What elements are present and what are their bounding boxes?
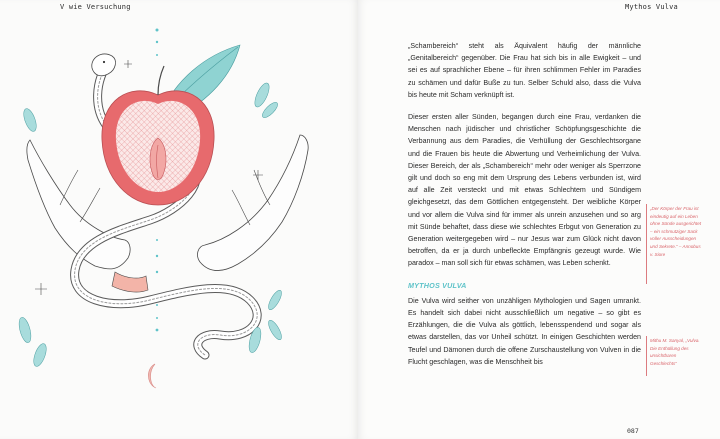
running-head-left: V wie Versuchung bbox=[60, 3, 131, 11]
body-text bbox=[408, 40, 641, 378]
margin-quote: „Der Körper der Frau ist eindeutig auf ein Leben ohne Sünde ausgerichtet – ein schmutziger Sack voller Ausscheidungen und Sekrete.“ – Annobus v. Siore bbox=[650, 206, 702, 257]
left-page bbox=[0, 0, 358, 439]
wrist-band-left bbox=[112, 272, 148, 292]
margin-rule-1 bbox=[646, 204, 647, 284]
apple-stem bbox=[158, 66, 164, 95]
running-head-right: Mythos Vulva bbox=[625, 3, 678, 11]
apple-serpent-illustration bbox=[0, 0, 358, 439]
right-hand-drawing bbox=[198, 135, 309, 271]
paragraph-1: „Schambereich“ steht als Äquivalent häufig der männliche „Genitalbereich“ gegenüber. Die Frau hat sich bis in alle Ewigkeit – und sei es auf sprachlicher Ebene – für ihren schlimmen Fehler im Paradies zu schämen und dafür Buße zu tun. Selber Schuld also, dass die Vulva bis heute mit Scham verknüpft ist. bbox=[408, 42, 641, 99]
margin-source-note: Mithu M. Sanyal, „Vulva. Die Enthüllung des unsichtbaren Geschlechts“ bbox=[650, 338, 700, 366]
margin-rule-2 bbox=[646, 336, 647, 376]
serpent-head bbox=[92, 54, 116, 76]
paragraph-3: Die Vulva wird seither von unzähligen Mythologien und Sagen umrankt. Es handelt sich dabei nicht ausschließlich um negative – so gibt es Erzählungen, die die Vulva als göttlich, lebensspendend und sogar als etwas darstellen, das vor Unheil schützt. In einigen Geschichten werden Teufel und Dämonen durch die offene Zurschaustellung von Vulven in die Flucht geschlagen, was die Menschheit bis bbox=[408, 296, 641, 366]
right-page bbox=[358, 0, 720, 439]
section-heading: MYTHOS VULVA bbox=[408, 280, 467, 290]
crescent-moon bbox=[148, 364, 156, 388]
paragraph-2: Dieser ersten aller Sünden, begangen durch eine Frau, verdanken die Menschen nach jüdischer und christlicher Schöpfungsgeschichte die Verbannung aus dem Paradies, die Verhüllung der Geschlechtsorgane und die Frauen bis heute die Abwertung und Verheimlichung der Vulva. Dieser Bereich, der als „Schambereich“ mehr oder weniger als Sperrzone gilt und doch so eng mit dem Ursprung des Lebens verbunden ist, wird auf alle Zeit versteckt und mit etwas Schlechtem und Sündigem gleichgesetzt, das dem Göttlichen entgegensteht. Der weibliche Körper und vor allem die Vulva sind für immer als unrein anzusehen und so arg mit Sünde behaftet, dass diese wie schlechtes Erbgut von Generation zu Generation weitergegeben wird – nur Jesus war zum Glück nicht davon betroffen, da er ja durch unbefleckte Empfängnis gezeugt wurde. Wie paradox – man soll sich für etwas schämen, was Leben schenkt. bbox=[408, 113, 641, 268]
page-number: 087 bbox=[627, 427, 639, 435]
